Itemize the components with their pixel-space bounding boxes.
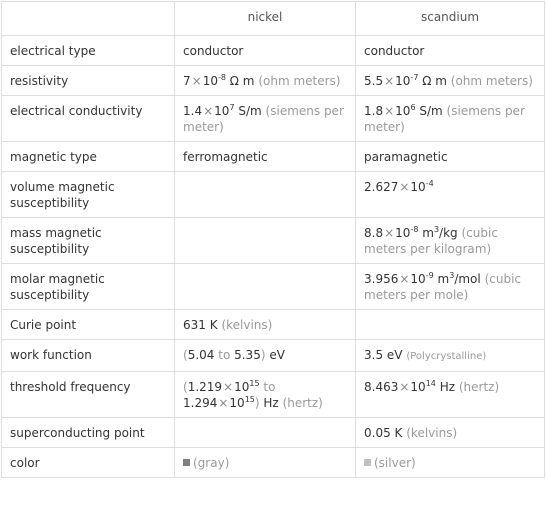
- row-label: Curie point: [2, 310, 175, 340]
- row-label: molar magnetic susceptibility: [2, 264, 175, 310]
- row-label: color: [2, 448, 175, 478]
- table-row: [2, 264, 545, 310]
- scandium-value: paramagnetic: [356, 142, 545, 172]
- table-row: [2, 36, 545, 66]
- table-row: [2, 172, 545, 218]
- nickel-value: 631 K (kelvins): [175, 310, 356, 340]
- gray-color-swatch: [183, 459, 190, 466]
- row-label: electrical type: [2, 36, 175, 66]
- properties-table: [1, 1, 545, 478]
- scandium-value: $8.8\times 10^{-8}$ $m^3/kg$ (cubic meters per kilogram): [356, 218, 545, 264]
- row-label: mass magnetic susceptibility: [2, 218, 175, 264]
- scandium-value: [356, 310, 545, 340]
- scandium-value: 3.5 eV (Polycrystalline): [356, 340, 545, 372]
- nickel-value: ($1.219\times 10^{15}$ to $1.294\times 10^{15}$) Hz (hertz): [175, 372, 356, 418]
- header-empty-cell: [2, 2, 175, 36]
- nickel-value: ferromagnetic: [175, 142, 356, 172]
- table-row: [2, 372, 545, 418]
- scandium-value: conductor: [356, 36, 545, 66]
- table-row: [2, 142, 545, 172]
- table-row: [2, 448, 545, 478]
- header-nickel: nickel: [175, 2, 356, 36]
- scandium-value: $3.956\times 10^{-9}$ $m^3$/mol (cubic meters per mole): [356, 264, 545, 310]
- nickel-value: [175, 218, 356, 264]
- header-scandium: scandium: [356, 2, 545, 36]
- header-row: [2, 2, 545, 36]
- row-label: volume magnetic susceptibility: [2, 172, 175, 218]
- scandium-value: 0.05 K (kelvins): [356, 418, 545, 448]
- scandium-value: (silver): [356, 448, 545, 478]
- row-label: magnetic type: [2, 142, 175, 172]
- row-label: resistivity: [2, 66, 175, 96]
- row-label: superconducting point: [2, 418, 175, 448]
- nickel-value: [175, 418, 356, 448]
- scandium-value: $5.5\times 10^{-7}$ Ω m (ohm meters): [356, 66, 545, 96]
- nickel-value: (gray): [175, 448, 356, 478]
- table-row: [2, 310, 545, 340]
- nickel-value: conductor: [175, 36, 356, 66]
- table-row: [2, 66, 545, 96]
- nickel-value: [175, 172, 356, 218]
- nickel-value: $1.4\times 10^7$ S/m (siemens per meter): [175, 96, 356, 142]
- nickel-value: (5.04 to 5.35) eV: [175, 340, 356, 372]
- scandium-value: $2.627\times 10^{-4}$: [356, 172, 545, 218]
- scandium-value: $8.463\times 10^{14}$ Hz (hertz): [356, 372, 545, 418]
- nickel-value: $7\times 10^{-8}$ Ω m (ohm meters): [175, 66, 356, 96]
- silver-color-swatch: [364, 459, 371, 466]
- table-row: [2, 340, 545, 372]
- row-label: work function: [2, 340, 175, 372]
- nickel-value: [175, 264, 356, 310]
- table-row: [2, 218, 545, 264]
- table-row: [2, 418, 545, 448]
- row-label: threshold frequency: [2, 372, 175, 418]
- scandium-value: $1.8\times 10^6$ S/m (siemens per meter): [356, 96, 545, 142]
- row-label: electrical conductivity: [2, 96, 175, 142]
- table-row: [2, 96, 545, 142]
